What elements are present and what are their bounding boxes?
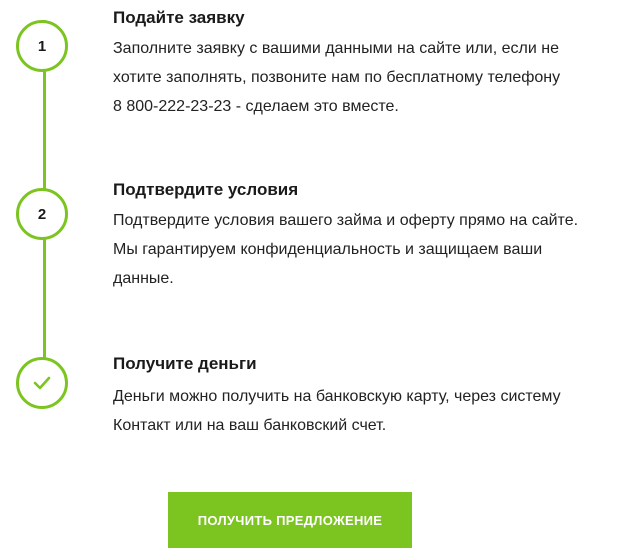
step-1-number: 1 bbox=[37, 37, 47, 55]
step-1-line-3: 8 800-222-23-23 - сделаем это вместе. bbox=[113, 98, 399, 115]
step-2-line-3: данные. bbox=[113, 270, 174, 287]
step-2-line-2: Мы гарантируем конфиденциальность и защищаем ваши bbox=[113, 241, 543, 258]
step-3-check-badge bbox=[16, 357, 68, 409]
step-1-line-1: Заполните заявку с вашими данными на сайте или, если не bbox=[113, 40, 559, 57]
step-1-line-2: хотите заполнять, позвоните нам по бесплатному телефону bbox=[113, 69, 561, 86]
step-1-number-badge bbox=[16, 20, 68, 72]
step-2-number-badge bbox=[16, 188, 68, 240]
step-2-number: 2 bbox=[37, 205, 47, 223]
step-1-title: Подайте заявку bbox=[113, 8, 245, 27]
get-offer-button[interactable]: ПОЛУЧИТЬ ПРЕДЛОЖЕНИЕ bbox=[168, 492, 412, 548]
step-1-description bbox=[113, 34, 613, 121]
step-2-description bbox=[113, 206, 613, 293]
step-3-line-1: Деньги можно получить на банковскую карту, через систему bbox=[113, 388, 561, 405]
step-3-description bbox=[113, 382, 613, 440]
step-2-title: Подтвердите условия bbox=[113, 180, 299, 199]
step-3-title: Получите деньги bbox=[113, 354, 257, 373]
step-3-line-2: Контакт или на ваш банковский счет. bbox=[113, 417, 387, 434]
checkmark-icon bbox=[33, 376, 51, 390]
step-2-line-1: Подтвердите условия вашего займа и оферту прямо на сайте. bbox=[113, 212, 579, 229]
